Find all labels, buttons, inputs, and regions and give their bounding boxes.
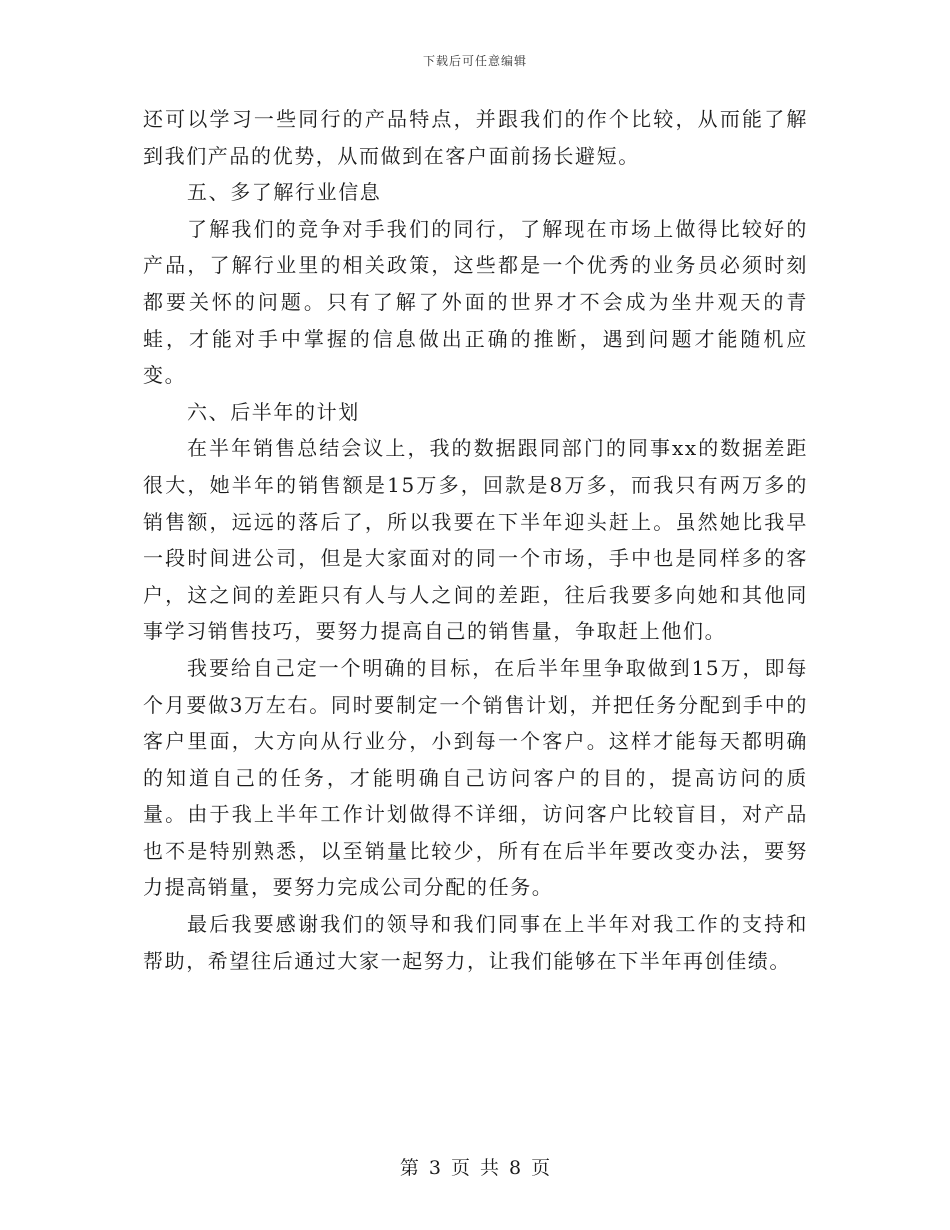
paragraph-5: 在半年销售总结会议上，我的数据跟同部门的同事xx的数据差距很大，她半年的销售额是15万多，回款是8万多，而我只有两万多的销售额，远远的落后了，所以我要在下半年迎头赶上。虽然她比我早一段时间进公司，但是大家面对的同一个市场，手中也是同样多的客户，这之间的差距只有人与人之间的差距，往后我要多向她和其他同事学习销售技巧，要努力提高自己的销售量，争取赶上他们。 [143, 436, 808, 644]
page-footer: 第 3 页 共 8 页 [399, 1157, 551, 1179]
paragraph-1: 还可以学习一些同行的产品特点，并跟我们的作个比较，从而能了解到我们产品的优势，从而做到在客户面前扬长避短。 [143, 107, 808, 168]
page-header: 下载后可任意编辑 [422, 54, 527, 68]
section-heading-6: 六、后半年的计划 [187, 399, 360, 424]
document-body [143, 101, 808, 979]
paragraph-6: 我要给自己定一个明确的目标，在后半年里争取做到15万，即每个月要做3万左右。同时要制定一个销售计划，并把任务分配到手中的客户里面，大方向从行业分，小到每一个客户。这样才能每天都明确的知道自己的任务，才能明确自己访问客户的目的，提高访问的质量。由于我上半年工作计划做得不详细，访问客户比较盲目，对产品也不是特别熟悉，以至销量比较少，所有在后半年要改变办法，要努力提高销量，要努力完成公司分配的任务。 [143, 655, 808, 900]
paragraph-3: 了解我们的竞争对手我们的同行，了解现在市场上做得比较好的产品，了解行业里的相关政策，这些都是一个优秀的业务员必须时刻都要关怀的问题。只有了解了外面的世界才不会成为坐井观天的青蛙，才能对手中掌握的信息做出正确的推断，遇到问题才能随机应变。 [143, 216, 808, 388]
section-heading-5: 五、多了解行业信息 [187, 180, 382, 205]
paragraph-7: 最后我要感谢我们的领导和我们同事在上半年对我工作的支持和帮助，希望往后通过大家一起努力，让我们能够在下半年再创佳绩。 [143, 912, 808, 973]
